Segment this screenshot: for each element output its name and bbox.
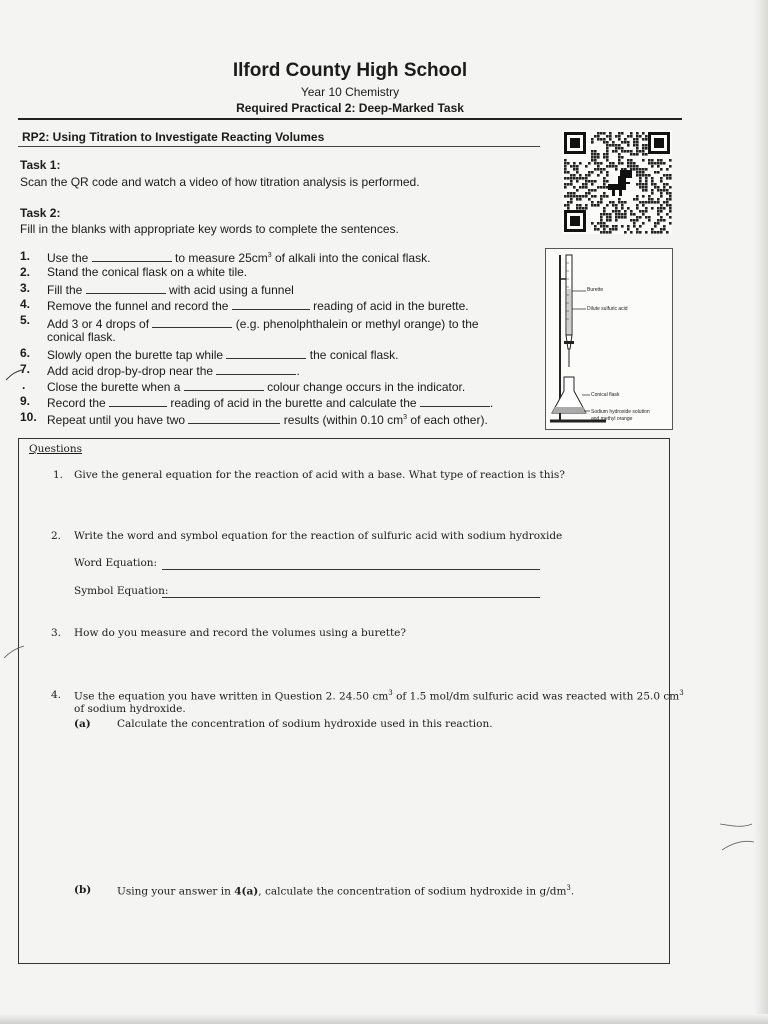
question-4-continuation: of sodium hydroxide.: [74, 703, 186, 715]
step-number: 9.: [20, 394, 31, 408]
task2-title: Task 2:: [20, 206, 61, 220]
list-item: Stand the conical flask on a white tile.: [47, 265, 248, 279]
step-number: 2.: [20, 265, 31, 279]
question-number: 3.: [51, 627, 62, 639]
answer-blank[interactable]: [188, 411, 280, 424]
scan-mark: [0, 640, 40, 670]
scan-edge-shadow: [754, 0, 768, 1024]
questions-box: [18, 438, 684, 964]
qr-code[interactable]: [562, 130, 672, 234]
school-title: Ilford County High School: [232, 60, 468, 81]
step-number: 1.: [20, 249, 31, 263]
scan-mark: [718, 820, 758, 870]
answer-blank[interactable]: [86, 281, 166, 294]
task2-text: Fill in the blanks with appropriate key words to complete the sentences.: [20, 222, 399, 236]
answer-blank[interactable]: [152, 315, 232, 328]
list-item: Add acid drop-by-drop near the .: [47, 364, 300, 378]
scan-mark: [0, 362, 40, 392]
step-number: 5.: [20, 313, 31, 327]
solution-label: Sodium hydroxide solution: [591, 409, 650, 415]
answer-blank[interactable]: [109, 394, 167, 407]
flask-label: Conical flask: [591, 392, 620, 398]
header-rule: [18, 118, 682, 120]
symbol-equation-line[interactable]: [162, 597, 540, 598]
list-item: Close the burette when a colour change occurs in the indicator.: [47, 380, 466, 394]
rp-heading: RP2: Using Titration to Investigate Reacting Volumes: [22, 130, 325, 144]
list-item: Use the to measure $25cm^3$ of alkali into the conical flask.: [47, 251, 431, 265]
titration-diagram: [545, 248, 673, 430]
rp-heading-box: [18, 126, 540, 147]
step-number: 4.: [20, 297, 31, 311]
answer-blank[interactable]: [216, 362, 296, 375]
step-number: 7.: [20, 362, 31, 376]
list-item: Slowly open the burette tap while the conical flask.: [47, 348, 399, 362]
question-1: Give the general equation for the reaction of acid with a base. What type of reaction is this?: [74, 469, 565, 481]
step-number: 6.: [20, 346, 31, 360]
question-4a: Calculate the concentration of sodium hydroxide used in this reaction.: [117, 718, 493, 730]
list-item: Repeat until you have two results (within 0.10 $cm^3$ of each other).: [47, 413, 488, 427]
list-item: Add 3 or 4 drops of (e.g. phenolphthalein or methyl orange) to the: [47, 317, 479, 331]
word-equation-line[interactable]: [162, 569, 540, 570]
burette-label: Burette: [587, 287, 604, 293]
answer-blank[interactable]: [184, 378, 264, 391]
practical-subtitle: Required Practical 2: Deep-Marked Task: [236, 101, 464, 115]
task1-text: Scan the QR code and watch a video of how titration analysis is performed.: [20, 175, 420, 189]
question-3: How do you measure and record the volumes using a burette?: [74, 627, 407, 639]
answer-blank[interactable]: [420, 394, 490, 407]
acid-label: Dilute sulfuric acid: [587, 306, 628, 312]
answer-blank[interactable]: [92, 249, 172, 262]
question-2: Write the word and symbol equation for the reaction of sulfuric acid with sodium hydroxide: [74, 530, 563, 542]
part-a-label: (a): [74, 718, 91, 730]
step-number: 3.: [20, 281, 31, 295]
year-subtitle: Year 10 Chemistry: [300, 85, 400, 99]
solution-label-2: and methyl orange: [591, 416, 633, 422]
list-item: Record the reading of acid in the burette and calculate the .: [47, 396, 494, 410]
question-number: 4.: [51, 689, 62, 701]
list-item: Fill the with acid using a funnel: [47, 283, 294, 297]
scan-bottom-shadow: [0, 1014, 768, 1024]
question-number: 1.: [53, 469, 64, 481]
answer-blank[interactable]: [232, 297, 310, 310]
symbol-equation-label: Symbol Equation:: [74, 585, 169, 597]
part-b-label: (b): [74, 884, 92, 896]
task1-title: Task 1:: [20, 158, 61, 172]
word-equation-label: Word Equation:: [74, 557, 158, 569]
step-number: 10.: [20, 410, 37, 424]
answer-blank[interactable]: [226, 346, 306, 359]
list-item-continuation: conical flask.: [47, 330, 116, 344]
question-4: Use the equation you have written in Question 2. 24.50 $cm^3$ of 1.5 mol/dm sulfuric acid was reacted with 25.0 $cm^3$: [74, 689, 684, 703]
question-number: 2.: [51, 530, 62, 542]
list-item: Remove the funnel and record the reading of acid in the burette.: [47, 299, 469, 313]
question-4b: Using your answer in 4(a), calculate the concentration of sodium hydroxide in $g/dm^3$.: [117, 884, 575, 898]
step-number: .: [22, 378, 26, 392]
questions-heading: Questions: [29, 443, 83, 455]
